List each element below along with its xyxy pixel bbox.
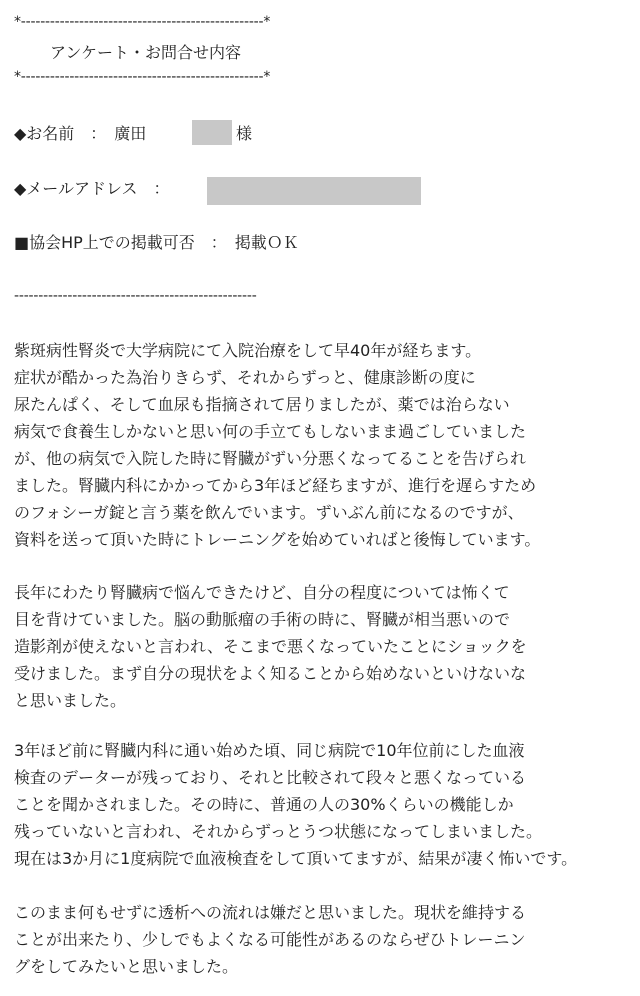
paragraph-4-line-1: このまま何もせずに透析への流れは嫌だと思いました。現状を維持する [14, 903, 527, 922]
header-title: アンケート・お問合せ内容 [50, 43, 242, 62]
header-border-bottom: *--------------------------------------------------* [14, 69, 271, 85]
email-field-label: ◆メールアドレス ： [14, 179, 170, 198]
paragraph-1-line-8: 資料を送って頂いた時にトレーニングを始めていればと後悔しています。 [14, 530, 541, 549]
email-redaction [207, 177, 421, 205]
publish-permission-line: ■協会HP上での掲載可否 ： 掲載ＯＫ [14, 233, 299, 252]
paragraph-1-line-4: 病気で食養生しかないと思い何の手立てもしないまま過ごしていました [14, 422, 527, 441]
paragraph-1-line-6: ました。腎臓内科にかかってから3年ほど経ちますが、進行を遅らすため [14, 476, 537, 495]
name-field-label: ◆お名前 ： 廣田 [14, 124, 147, 143]
header-border-top: *--------------------------------------------------* [14, 14, 271, 30]
paragraph-3-line-2: 検査のデーターが残っており、それと比較されて段々と悪くなっている [14, 768, 527, 787]
paragraph-3-line-1: 3年ほど前に腎臓内科に通い始めた頃、同じ病院で10年位前にした血液 [14, 741, 525, 760]
paragraph-1-line-3: 尿たんぱく、そして血尿も指摘されて居りましたが、薬では治らない [14, 395, 510, 414]
paragraph-3-line-3: ことを聞かされました。その時に、普通の人の30%くらいの機能しか [14, 795, 514, 814]
paragraph-4-line-2: ことが出来たり、少しでもよくなる可能性があるのならぜひトレーニン [14, 930, 526, 949]
paragraph-1-line-7: のフォシーガ錠と言う薬を飲んでいます。ずいぶん前になるのですが、 [14, 503, 524, 522]
name-suffix: 様 [236, 124, 253, 143]
paragraph-1-line-2: 症状が酷かった為治りきらず、それからずっと、健康診断の度に [14, 368, 476, 387]
paragraph-2-line-5: と思いました。 [14, 691, 127, 710]
paragraph-3-line-4: 残っていないと言われ、それからずっとうつ状態になってしまいました。 [14, 822, 543, 841]
paragraph-2-line-4: 受けました。まず自分の現状をよく知ることから始めないといけないな [14, 664, 527, 683]
section-divider: -------------------------------------------------- [14, 288, 257, 304]
paragraph-1-line-5: が、他の病気で入院した時に腎臓がずい分悪くなってることを告げられ [14, 449, 527, 468]
paragraph-4-line-3: グをしてみたいと思いました。 [14, 957, 239, 976]
paragraph-2-line-2: 目を背けていました。脳の動脈瘤の手術の時に、腎臓が相当悪いので [14, 610, 511, 629]
name-redaction [192, 120, 232, 145]
paragraph-2-line-1: 長年にわたり腎臓病で悩んできたけど、自分の程度については怖くて [14, 583, 510, 602]
paragraph-1-line-1: 紫斑病性腎炎で大学病院にて入院治療をして早40年が経ちます。 [14, 341, 482, 360]
paragraph-3-line-5: 現在は3か月に1度病院で血液検査をして頂いてますが、結果が凄く怖いです。 [14, 849, 578, 868]
paragraph-2-line-3: 造影剤が使えないと言われ、そこまで悪くなっていたことにショックを [14, 637, 527, 656]
